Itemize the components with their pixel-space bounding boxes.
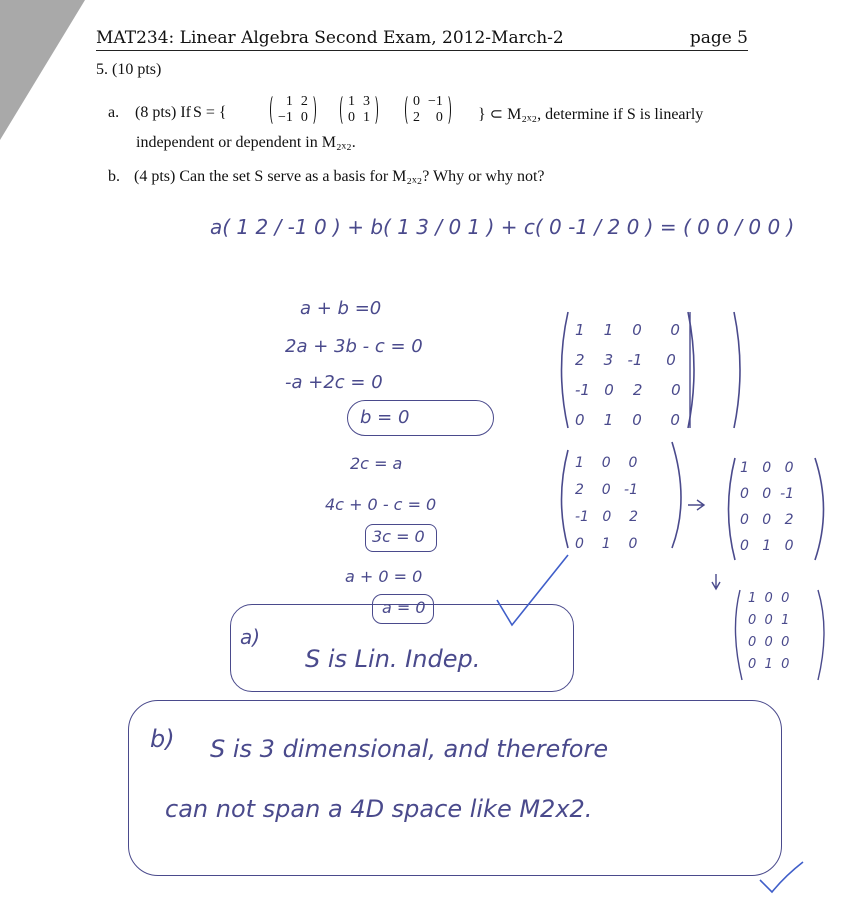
- answer-a-text: S is Lin. Indep.: [305, 645, 481, 673]
- matrix-work-3: 1 0 0 0 0 -1 0 0 2 0 1 0: [740, 460, 795, 554]
- answer-b-line1: S is 3 dimensional, and therefore: [210, 735, 609, 763]
- bracket-right-1: [688, 312, 694, 428]
- matrix-1: 1 2 −1 0: [278, 94, 308, 125]
- part-a-tail: } ⊂ M₂ₓ₂, determine if S is linearly: [478, 106, 704, 123]
- part-b-text: (4 pts) Can the set S serve as a basis for M₂ₓ₂? Why or why not?: [134, 168, 545, 185]
- checkmark-a: [497, 555, 568, 625]
- matrix-work-4: 1 0 0 0 0 1 0 0 0 0 1 0: [748, 591, 790, 672]
- equation-2: 2a + 3b - c = 0: [285, 336, 423, 357]
- part-a-line2: independent or dependent in M₂ₓ₂.: [136, 134, 356, 151]
- matrix-work-1: 1 1 0 0 2 3 -1 0 -1 0 2 0 0 1 0 0: [575, 321, 681, 429]
- step-1: 2c = a: [350, 454, 403, 473]
- part-a-points: (8 pts) If: [135, 104, 191, 121]
- step-5: a = 0: [382, 598, 426, 617]
- bracket-right-aug: [734, 312, 740, 428]
- matrix-2: 1 3 0 1: [348, 94, 370, 125]
- equation-3: -a +2c = 0: [285, 372, 383, 393]
- part-a-label: a.: [108, 104, 120, 121]
- set-s-open: S = {: [193, 104, 227, 121]
- arrow-down: [712, 574, 720, 589]
- step-2: 4c + 0 - c = 0: [325, 495, 437, 514]
- bracket-right-2: [672, 442, 681, 548]
- question-number: 5. (10 pts): [96, 61, 162, 78]
- matrix-3: 0 −1 2 0: [413, 94, 443, 125]
- answer-b-label: b): [150, 725, 175, 753]
- arrow-right: [688, 500, 704, 510]
- answer-b-line2: can not span a 4D space like M2x2.: [165, 795, 593, 823]
- equation-4: b = 0: [360, 407, 410, 428]
- step-4: a + 0 = 0: [345, 567, 423, 586]
- matrix-work-2: 1 0 0 2 0 -1 -1 0 2 0 1 0: [575, 455, 638, 552]
- bracket-left-3: [729, 458, 736, 560]
- step-3: 3c = 0: [372, 527, 425, 546]
- page-number: page 5: [689, 28, 748, 48]
- equation-1: a + b =0: [300, 298, 382, 319]
- bracket-left-4: [735, 590, 742, 680]
- answer-a-label: a): [240, 625, 261, 649]
- bracket-right-4: [818, 590, 824, 680]
- course-title: MAT234: Linear Algebra Second Exam, 2012-March-2: [96, 28, 564, 48]
- checkmark-b: [760, 862, 803, 892]
- bracket-left-2: [562, 450, 569, 548]
- part-b-label: b.: [108, 168, 120, 185]
- bracket-right-3: [815, 458, 824, 560]
- bracket-left-1: [562, 312, 569, 428]
- linear-combination: a( 1 2 / -1 0 ) + b( 1 3 / 0 1 ) + c( 0 -1 / 2 0 ) = ( 0 0 / 0 0 ): [210, 215, 795, 239]
